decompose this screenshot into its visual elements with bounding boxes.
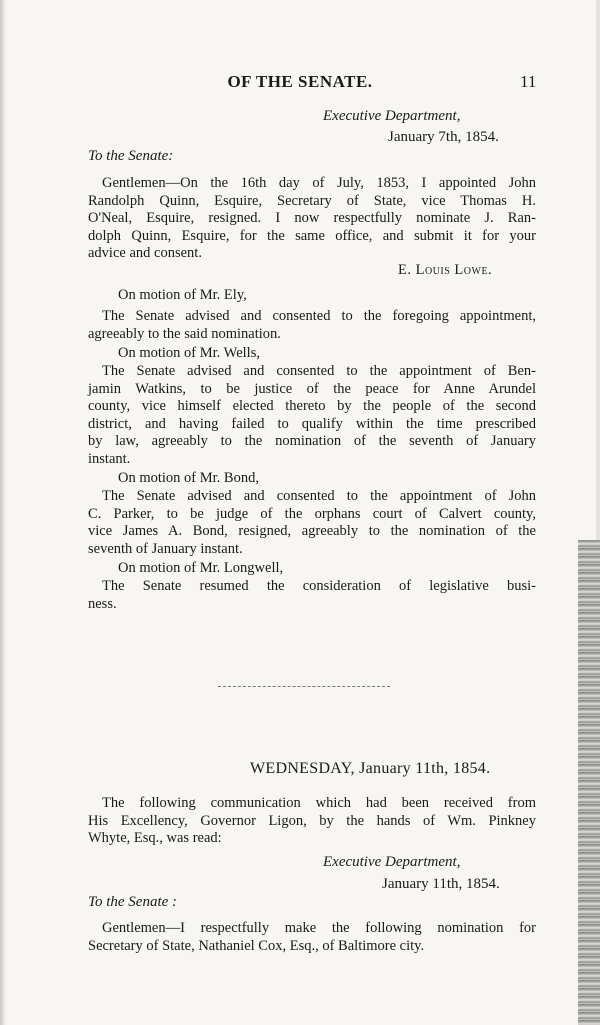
- resolution-line: district, and having failed to qualify within the time prescribed: [88, 415, 536, 432]
- message2-body-line: Gentlemen—I respectfully make the following nomination for: [102, 920, 536, 936]
- intro-line: Whyte, Esq., was read:: [88, 830, 222, 847]
- message2-salutation: To the Senate :: [88, 894, 178, 910]
- resolution-line: instant.: [88, 450, 131, 467]
- resolution-wells: [88, 363, 536, 469]
- message2-department: Executive Department,: [323, 854, 461, 870]
- message1-department: Executive Department,: [323, 108, 461, 124]
- section-divider: [218, 686, 390, 687]
- intro-line: The following communication which had been received from: [102, 795, 536, 811]
- message1-signature: E. Louis Lowe.: [398, 262, 493, 278]
- motion-bond: On motion of Mr. Bond,: [118, 470, 259, 486]
- resolution-line: by law, agreeably to the nomination of the seventh of January: [88, 433, 536, 450]
- message1-body-line: Randolph Quinn, Esquire, Secretary of State, vice Thomas H.: [88, 192, 536, 209]
- resolution-line: The Senate advised and consented to the appointment of John: [102, 488, 536, 504]
- message1-body-line: Gentlemen—On the 16th day of July, 1853, I appointed John: [102, 175, 536, 191]
- resolution-line: C. Parker, to be judge of the orphans court of Calvert county,: [88, 505, 536, 522]
- resolution-line: agreeably to the said nomination.: [88, 325, 281, 342]
- page-binding-shadow: [578, 540, 600, 1025]
- resolution-line: The Senate advised and consented to the foregoing appointment,: [102, 308, 536, 324]
- message2-date: January 11th, 1854.: [382, 876, 500, 892]
- message1-body-line: O'Neal, Esquire, resigned. I now respectfully nominate J. Ran-: [88, 210, 536, 227]
- resolution-line: The Senate advised and consented to the appointment of Ben-: [102, 363, 536, 379]
- resolution-line: seventh of January instant.: [88, 540, 243, 557]
- resolution-bond: [88, 488, 536, 558]
- message1-salutation: To the Senate:: [88, 148, 174, 164]
- page-title: OF THE SENATE.: [227, 72, 373, 91]
- resolution-longwell: [88, 578, 536, 613]
- message1-body-line: advice and consent.: [88, 245, 202, 262]
- page-left-edge: [0, 0, 6, 1025]
- resolution-ely: [88, 308, 536, 343]
- resolution-line: The Senate resumed the consideration of legislative busi-: [102, 578, 536, 594]
- resolution-line: county, vice himself elected thereto by the people of the second: [88, 398, 536, 415]
- intro-line: His Excellency, Governor Ligon, by the hands of Wm. Pinkney: [88, 812, 536, 829]
- motion-ely: On motion of Mr. Ely,: [118, 287, 247, 303]
- resolution-line: ness.: [88, 595, 117, 612]
- message1-body: [88, 175, 536, 263]
- resolution-line: jamin Watkins, to be justice of the peace for Anne Arundel: [88, 380, 536, 397]
- message1-date: January 7th, 1854.: [388, 129, 499, 145]
- motion-longwell: On motion of Mr. Longwell,: [118, 560, 284, 576]
- message2-body: [88, 920, 536, 955]
- page-number: 11: [520, 72, 537, 91]
- message1-body-line: dolph Quinn, Esquire, for the same office, and submit it for your: [88, 227, 536, 244]
- day2-intro: [88, 795, 536, 848]
- motion-wells: On motion of Mr. Wells,: [118, 345, 260, 361]
- message2-body-line: Secretary of State, Nathaniel Cox, Esq., of Baltimore city.: [88, 937, 425, 954]
- day-heading: WEDNESDAY, January 11th, 1854.: [250, 760, 491, 777]
- resolution-line: vice James A. Bond, resigned, agreeably to the nomination of the: [88, 523, 536, 540]
